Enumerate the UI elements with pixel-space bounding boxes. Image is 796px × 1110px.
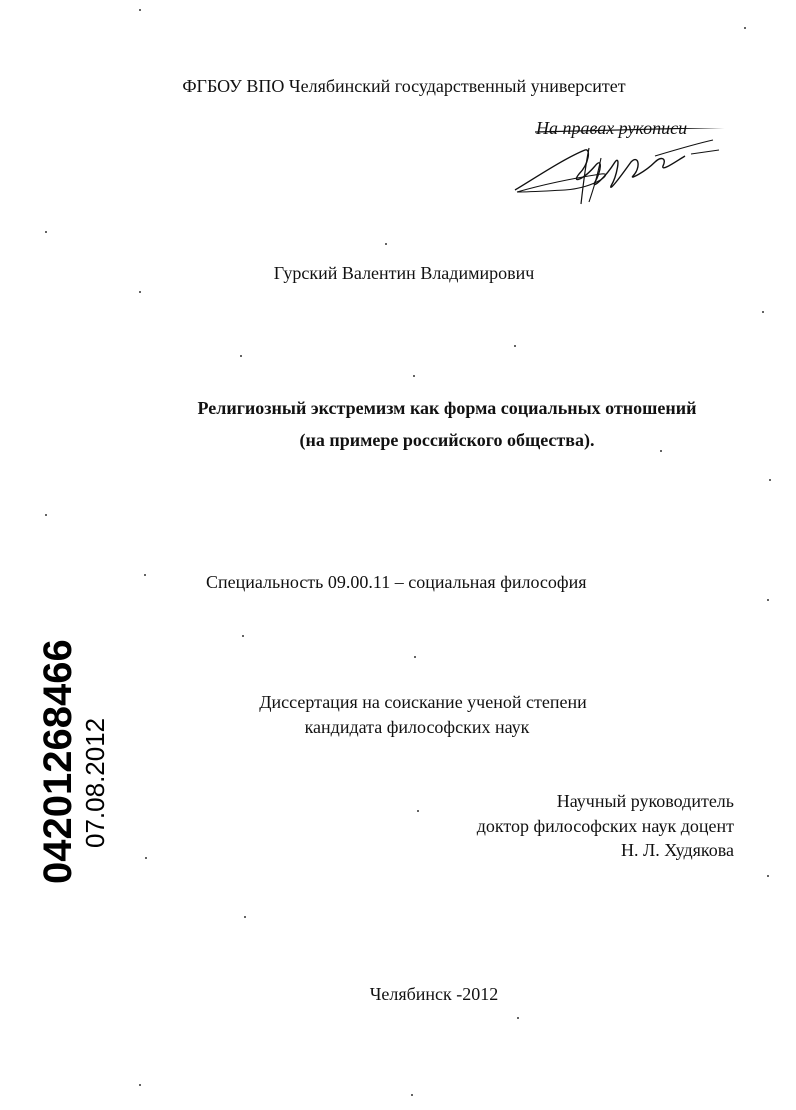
supervisor-label: Научный руководитель [556,791,734,811]
stamp-date: 07.08.2012 [80,717,110,848]
dissertation-title-line1: Религиозный экстремизм как форма социальных отношений [197,398,697,418]
degree-line1: Диссертация на соискание ученой степени [259,692,587,712]
author-name: Гурский Валентин Владимирович [273,263,535,283]
city-year: Челябинск -2012 [369,984,499,1004]
supervisor-name: Н. Л. Худякова [620,840,734,860]
degree-line2: кандидата философских наук [304,717,530,737]
library-stamp [30,639,160,890]
handwritten-signature [505,128,745,208]
stamp-number: 04201268466 [36,639,80,884]
manuscript-note: На правах рукописи [536,118,688,138]
dissertation-title-line2: (на примере российского общества). [299,430,595,450]
supervisor-degree: доктор философских наук доцент [476,816,734,836]
specialty: Специальность 09.00.11 – социальная философия [206,572,587,592]
university-name: ФГБОУ ВПО Челябинский государственный университет [182,76,626,96]
